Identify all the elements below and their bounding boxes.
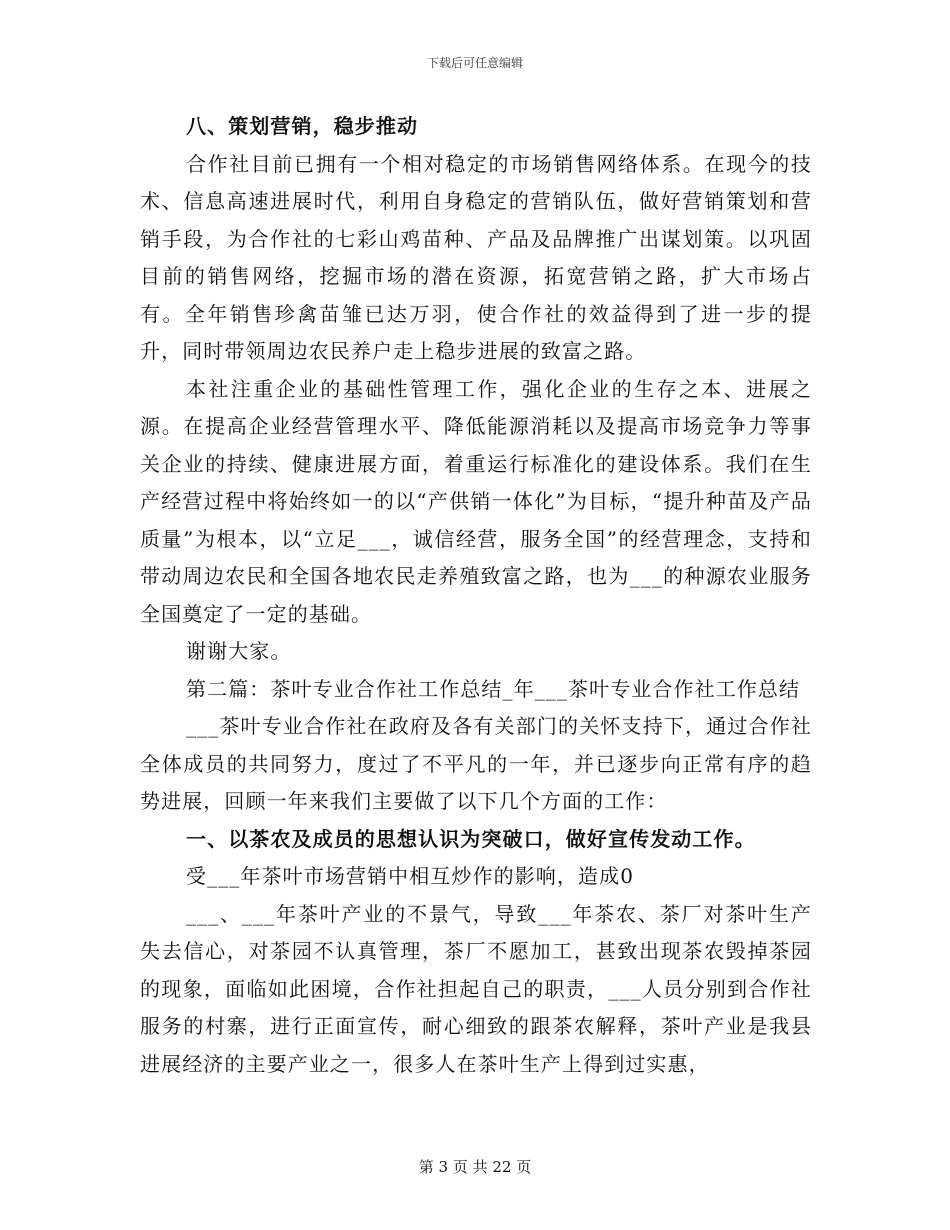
section-heading-8: 八、策划营销，稳步推动 [186, 114, 419, 138]
section-heading-1: 一、以茶农及成员的思想认识为突破口，做好宣传发动工作。 [186, 826, 756, 851]
chapter-title: 第二篇：茶叶专业合作社工作总结_年___茶叶专业合作社工作总结 [186, 676, 801, 701]
paragraph: 本社注重企业的基础性管理工作，强化企业的生存之本、进展之源。在提高企业经营管理水平、降低能源消耗以及提高市场竞争力等事关企业的持续、健康进展方面，着重运行标准化的建设体系。我们在生产经营过程中将始终如一的以“产供销一体化”为目标，“提升种苗及产品质量”为根本，以“立足___，诚信经营，服务全国”的经营理念，支持和带动周边农民和全国各地农民走养殖致富之路，也为___的种源农业服务全国奠定了一定的基础。 [140, 376, 812, 626]
paragraph: ___茶叶专业合作社在政府及各有关部门的关怀支持下，通过合作社全体成员的共同努力，度过了不平凡的一年，并已逐步向正常有序的趋势进展，回顾一年来我们主要做了以下几个方面的工作： [140, 714, 812, 813]
page-header: 下载后可任意编辑 [426, 56, 523, 70]
paragraph: 合作社目前已拥有一个相对稳定的市场销售网络体系。在现今的技术、信息高速进展时代，利用自身稳定的营销队伍，做好营销策划和营销手段，为合作社的七彩山鸡苗种、产品及品牌推广出谋划策。以巩固目前的销售网络，挖掘市场的潜在资源，拓宽营销之路，扩大市场占有。全年销售珍禽苗雏已达万羽，使合作社的效益得到了进一步的提升，同时带领周边农民养户走上稳步进展的致富之路。 [140, 151, 812, 363]
document-body [140, 108, 812, 1083]
paragraph: 谢谢大家。 [186, 639, 292, 663]
page-number: 第 3 页 共 22 页 [418, 1158, 532, 1176]
paragraph: 受___年茶叶市场营销中相互炒作的影响，造成0 [186, 864, 635, 888]
paragraph: ___、___年茶叶产业的不景气，导致___年茶农、茶厂对茶叶生产失去信心，对茶园不认真管理，茶厂不愿加工，甚致出现茶农毁掉茶园的现象，面临如此困境，合作社担起自己的职责，___人员分别到合作社服务的村寨，进行正面宣传，耐心细致的跟茶农解释，茶叶产业是我县进展经济的主要产业之一，很多人在茶叶生产上得到过实惠， [140, 901, 812, 1076]
